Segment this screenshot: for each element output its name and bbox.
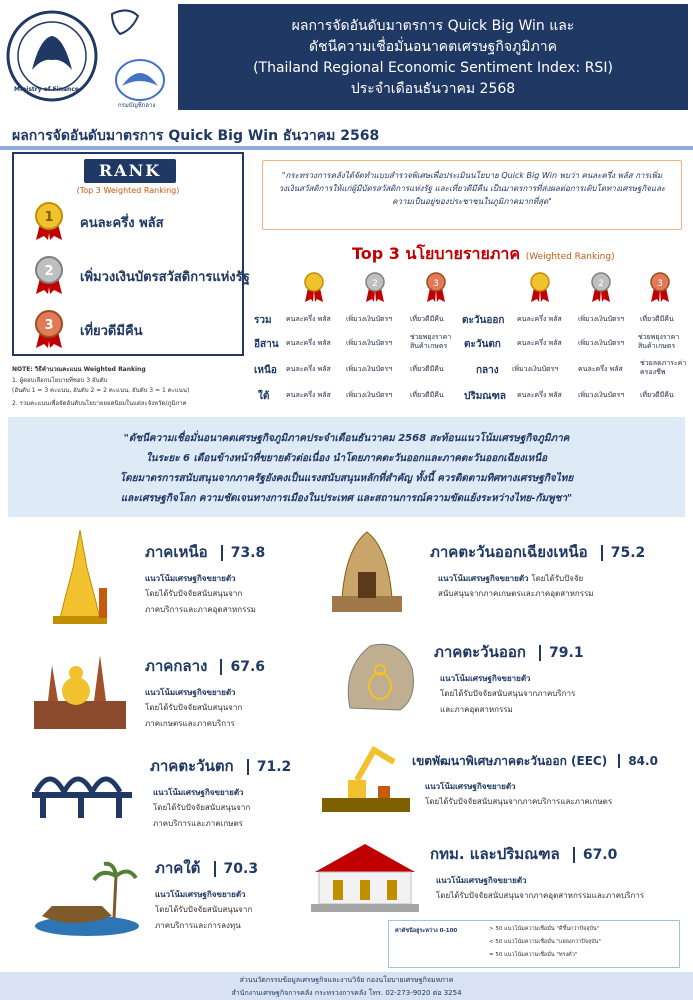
region-eec (412, 750, 658, 771)
region-west (150, 754, 291, 778)
region-name: ภาคกลาง (145, 657, 208, 675)
sentiment-quote-line: โดยมาตรการสนับสนุนจากภาครัฐยังคงเป็นแรงสนับสนุนหลักที่สำคัญ ทั้งนี้ ควรติดตามทิศทางเศรษฐกิจไทย (119, 473, 574, 484)
legend-item-down: < 50 แนวโน้มความเชื่อมั่น "แย่ลงกว่าปัจจุบัน" (489, 939, 601, 945)
rank-item-1 (32, 198, 242, 242)
region-trend: แนวโน้มเศรษฐกิจขยายตัว (145, 688, 236, 697)
bkk-temple-icon (305, 838, 425, 918)
table-medals (290, 270, 690, 304)
gold-medal-icon (305, 273, 323, 302)
region-trend-text: แนวโน้มเศรษฐกิจขยายตัว (438, 574, 529, 583)
top3-subtitle: (Weighted Ranking) (525, 252, 615, 262)
index-legend (388, 920, 680, 968)
region-trend: แนวโน้มเศรษฐกิจขยายตัว (436, 876, 527, 885)
title-line-3: (Thailand Regional Economic Sentiment Index: RSI) (253, 60, 613, 76)
region-desc: โดยได้รับปัจจัยสนับสนุนจาก (155, 905, 253, 914)
rank-item-label: เที่ยวดีมีคืน (80, 324, 143, 339)
top3-cell: เพิ่มวงเงินบัตรฯ (578, 339, 625, 347)
footer-line-1: ส่วนนวัตกรรมข้อมูลเศรษฐกิจและงานวิจัย กองนโยบายเศรษฐกิจมหภาค (239, 976, 454, 984)
note-line-3: 2. รวมคะแนนเพื่อจัดอันดับนโยบายยอดนิยมในแต่ละจังหวัด/ภูมิภาค (12, 400, 187, 407)
region-trend: แนวโน้มเศรษฐกิจขยายตัว (145, 574, 236, 583)
rank-item-2 (32, 252, 250, 296)
title-line-2: ดัชนีความเชื่อมั่นอนาคตเศรษฐกิจภูมิภาค (308, 39, 557, 55)
top3-cell: คนละครึ่ง พลัส (286, 391, 331, 399)
note-title: NOTE: วิธีคำนวณคะแนน Weighted Ranking (12, 366, 146, 373)
bronze-medal-icon (427, 273, 445, 302)
region-south (155, 856, 258, 880)
rank-item-label: เพิ่มวงเงินบัตรสวัสดิการแห่งรัฐ (80, 270, 250, 285)
sentiment-quote (8, 417, 685, 517)
region-desc: ภาคบริการและภาคอุตสาหกรรม (145, 605, 256, 614)
region-value: 70.3 (214, 861, 259, 877)
region-value: 67.0 (573, 847, 618, 863)
medal-number: 3 (44, 318, 54, 333)
east-rock-buddha-icon (340, 638, 420, 718)
sentiment-quote-line: "ดัชนีความเชื่อมั่นอนาคตเศรษฐกิจภูมิภาคประจำเดือนธันวาคม 2568 สะท้อนแนวโน้มเศรษฐกิจภูมิภาค (123, 433, 570, 444)
west-bridge-icon (32, 752, 132, 822)
note-line-1: 1. ผู้ตอบเลือกนโยบายที่ชอบ 3 อันดับ (12, 377, 108, 384)
section-title: ผลการจัดอันดับมาตรการ Quick Big Win ธันวาคม 2568 (12, 128, 380, 144)
region-north (145, 540, 265, 564)
top3-cell: คนละครึ่ง พลัส (286, 365, 331, 373)
region-desc: ภาคเกษตรและภาคบริการ (145, 719, 235, 728)
top3-cell: เพิ่มวงเงินบัตรฯ (578, 391, 625, 399)
top3-cell: ช่วยพยุงราคาสินค้าเกษตร (410, 333, 452, 350)
top3-cell: คนละครึ่ง พลัส (517, 315, 562, 323)
bronze-medal-icon (32, 308, 66, 350)
region-trend (438, 572, 583, 585)
svg-text:3: 3 (657, 279, 663, 289)
title-line-4: ประจำเดือนธันวาคม 2568 (350, 81, 516, 97)
rank-badge: RANK (84, 159, 176, 183)
top3-cell: เพิ่มวงเงินบัตรฯ (512, 365, 559, 373)
rank-box (12, 152, 250, 356)
region-desc: และภาคอุตสาหกรรม (440, 705, 513, 714)
policy-quote: "กระทรวงการคลังได้จัดทำแบบสำรวจพิเศษเพื่อประเมินนโยบาย Quick Big Win พบว่า คนละครึ่ง พลัส การเพิ่มวงเงินสวัสดิการให้แก่ผู้มีบัตรสวัสดิการแห่งรัฐ และเที่ยวดีมีคืน เป็นมาตรการที่ส่งผลต่อการเติบโตทางเศรษฐกิจและความเป็นอยู่ของประชาชนในภูมิภาคมากที่สุด" (262, 160, 682, 230)
top3-region: เหนือ (254, 365, 277, 376)
region-value: 79.1 (539, 645, 584, 661)
note-line-2: (อันดับ 1 = 3 คะแนน, อันดับ 2 = 2 คะแนน, อันดับ 3 = 1 คะแนน) (12, 387, 190, 394)
ministry-logo-icon (0, 0, 175, 110)
region-trend: แนวโน้มเศรษฐกิจขยายตัว (153, 788, 244, 797)
region-name: ภาคเหนือ (145, 543, 208, 561)
top3-cell: ช่วยพยุงราคาสินค้าเกษตร (638, 333, 680, 350)
header-logos (0, 0, 175, 110)
top3-cell: คนละครึ่ง พลัส (517, 339, 562, 347)
region-value: 67.6 (220, 659, 265, 675)
region-name: เขตพัฒนาพิเศษภาคตะวันออก (EEC) (412, 754, 608, 768)
region-trend-tail: โดยได้รับปัจจัย (531, 574, 584, 583)
region-trend: แนวโน้มเศรษฐกิจขยายตัว (440, 674, 531, 683)
top3-cell: เพิ่มวงเงินบัตรฯ (346, 339, 393, 347)
legend-item-flat: = 50 แนวโน้มความเชื่อมั่น "ทรงตัว" (489, 952, 578, 958)
top3-region: ปริมณฑล (464, 391, 507, 402)
region-east (434, 640, 584, 664)
silver-medal-icon (366, 273, 384, 302)
rank-subtitle: (Top 3 Weighted Ranking) (76, 186, 180, 195)
gold-medal-icon (32, 200, 66, 242)
top3-cell: เพิ่มวงเงินบัตรฯ (346, 365, 393, 373)
svg-text:3: 3 (433, 279, 439, 289)
top3-cell: คนละครึ่ง พลัส (286, 315, 331, 323)
top3-region: ตะวันตก (464, 339, 501, 350)
top3-cell: คนละครึ่ง พลัส (578, 365, 623, 373)
svg-text:2: 2 (598, 279, 604, 289)
region-desc: สนับสนุนจากภาคเกษตรและภาคอุตสาหกรรม (438, 589, 594, 598)
department-logo-text: กรมบัญชีกลาง (118, 102, 156, 109)
sentiment-quote-line: ในระยะ 6 เดือนข้างหน้าที่ขยายตัวต่อเนื่อง นำโดยภาคตะวันออกและภาคตะวันออกเฉียงเหนือ (145, 453, 548, 464)
region-name: ภาคตะวันออกเฉียงเหนือ (430, 543, 588, 561)
footer-line-2: สำนักงานเศรษฐกิจการคลัง กระทรวงการคลัง โทร. 02-273-9020 ต่อ 3254 (231, 989, 462, 997)
top3-region: ใต้ (258, 391, 270, 402)
silver-medal-icon (592, 273, 610, 302)
top3-region: กลาง (476, 365, 499, 376)
region-desc: โดยได้รับปัจจัยสนับสนุนจากภาคบริการและภาคเกษตร (425, 797, 613, 806)
north-pagoda-icon (35, 528, 125, 628)
top3-title (352, 242, 615, 267)
top3-region: อีสาน (254, 339, 279, 350)
section-divider (0, 146, 693, 150)
top3-cell: เที่ยวดีมีคืน (410, 365, 444, 373)
medal-number: 1 (44, 210, 54, 225)
top3-title-text: Top 3 นโยบายรายภาค (352, 244, 521, 263)
region-value: 73.8 (221, 545, 266, 561)
region-bkk (430, 842, 617, 866)
region-desc: โดยได้รับปัจจัยสนับสนุนจาก (145, 589, 243, 598)
top3-region: รวม (254, 315, 272, 326)
top3-cell: เพิ่มวงเงินบัตรฯ (578, 315, 625, 323)
top3-cell: เพิ่มวงเงินบัตรฯ (346, 315, 393, 323)
region-central (145, 654, 265, 678)
top3-cell: ช่วยลดภาระค่าครองชีพ (640, 359, 687, 376)
ministry-logo-text: Ministry of Finance (14, 86, 79, 93)
gold-medal-icon (531, 273, 549, 302)
rank-item-3 (32, 306, 242, 350)
south-beach-boat-icon (32, 858, 142, 938)
rank-item-label: คนละครึ่ง พลัส (80, 216, 164, 231)
region-desc: โดยได้รับปัจจัยสนับสนุนจากภาคอุตสาหกรรมและภาคบริการ (436, 891, 645, 900)
region-desc: ภาคบริการและการลงทุน (155, 921, 241, 930)
header-title-box (178, 4, 688, 110)
northeast-temple-icon (322, 528, 412, 618)
central-buddha-icon (30, 645, 130, 735)
eec-robot-arm-icon (318, 740, 414, 816)
region-value: 75.2 (601, 545, 646, 561)
region-name: กทม. และปริมณฑล (430, 845, 560, 863)
title-line-1: ผลการจัดอันดับมาตรการ Quick Big Win และ (291, 18, 575, 34)
region-trend: แนวโน้มเศรษฐกิจขยายตัว (425, 782, 516, 791)
region-name: ภาคใต้ (155, 859, 201, 877)
top3-cell: เที่ยวดีมีคืน (410, 391, 444, 399)
region-desc: โดยได้รับปัจจัยสนับสนุนจากภาคบริการ (440, 689, 576, 698)
legend-title: ค่าดัชนีอยู่ระหว่าง 0-100 (395, 928, 458, 934)
sentiment-quote-line: และเศรษฐกิจโลก ความชัดเจนทางการเมืองในประเทศ และสถานการณ์ความขัดแย้งระหว่างไทย-กัมพูชา" (120, 493, 573, 504)
top3-cell: คนละครึ่ง พลัส (517, 391, 562, 399)
region-desc: โดยได้รับปัจจัยสนับสนุนจาก (145, 703, 243, 712)
region-value: 71.2 (247, 759, 292, 775)
top3-cell: เพิ่มวงเงินบัตรฯ (346, 391, 393, 399)
top3-cell: เที่ยวดีมีคืน (640, 391, 674, 399)
top3-cell: เที่ยวดีมีคืน (410, 315, 444, 323)
svg-text:2: 2 (372, 279, 378, 289)
region-name: ภาคตะวันตก (150, 757, 234, 775)
region-desc: ภาคบริการและภาคเกษตร (153, 819, 243, 828)
silver-medal-icon (32, 254, 66, 296)
region-trend: แนวโน้มเศรษฐกิจขยายตัว (155, 890, 246, 899)
region-desc: โดยได้รับปัจจัยสนับสนุนจาก (153, 803, 251, 812)
legend-item-up: > 50 แนวโน้มความเชื่อมั่น "ดีขึ้นกว่าปัจจุบัน" (489, 926, 600, 932)
region-northeast (430, 540, 645, 564)
top3-cell: คนละครึ่ง พลัส (286, 339, 331, 347)
medal-number: 2 (44, 264, 54, 279)
footer (0, 972, 693, 1000)
bronze-medal-icon (651, 273, 669, 302)
top3-cell: เที่ยวดีมีคืน (640, 315, 674, 323)
region-name: ภาคตะวันออก (434, 643, 526, 661)
top3-region: ตะวันออก (462, 315, 505, 326)
region-value: 84.0 (618, 754, 658, 768)
